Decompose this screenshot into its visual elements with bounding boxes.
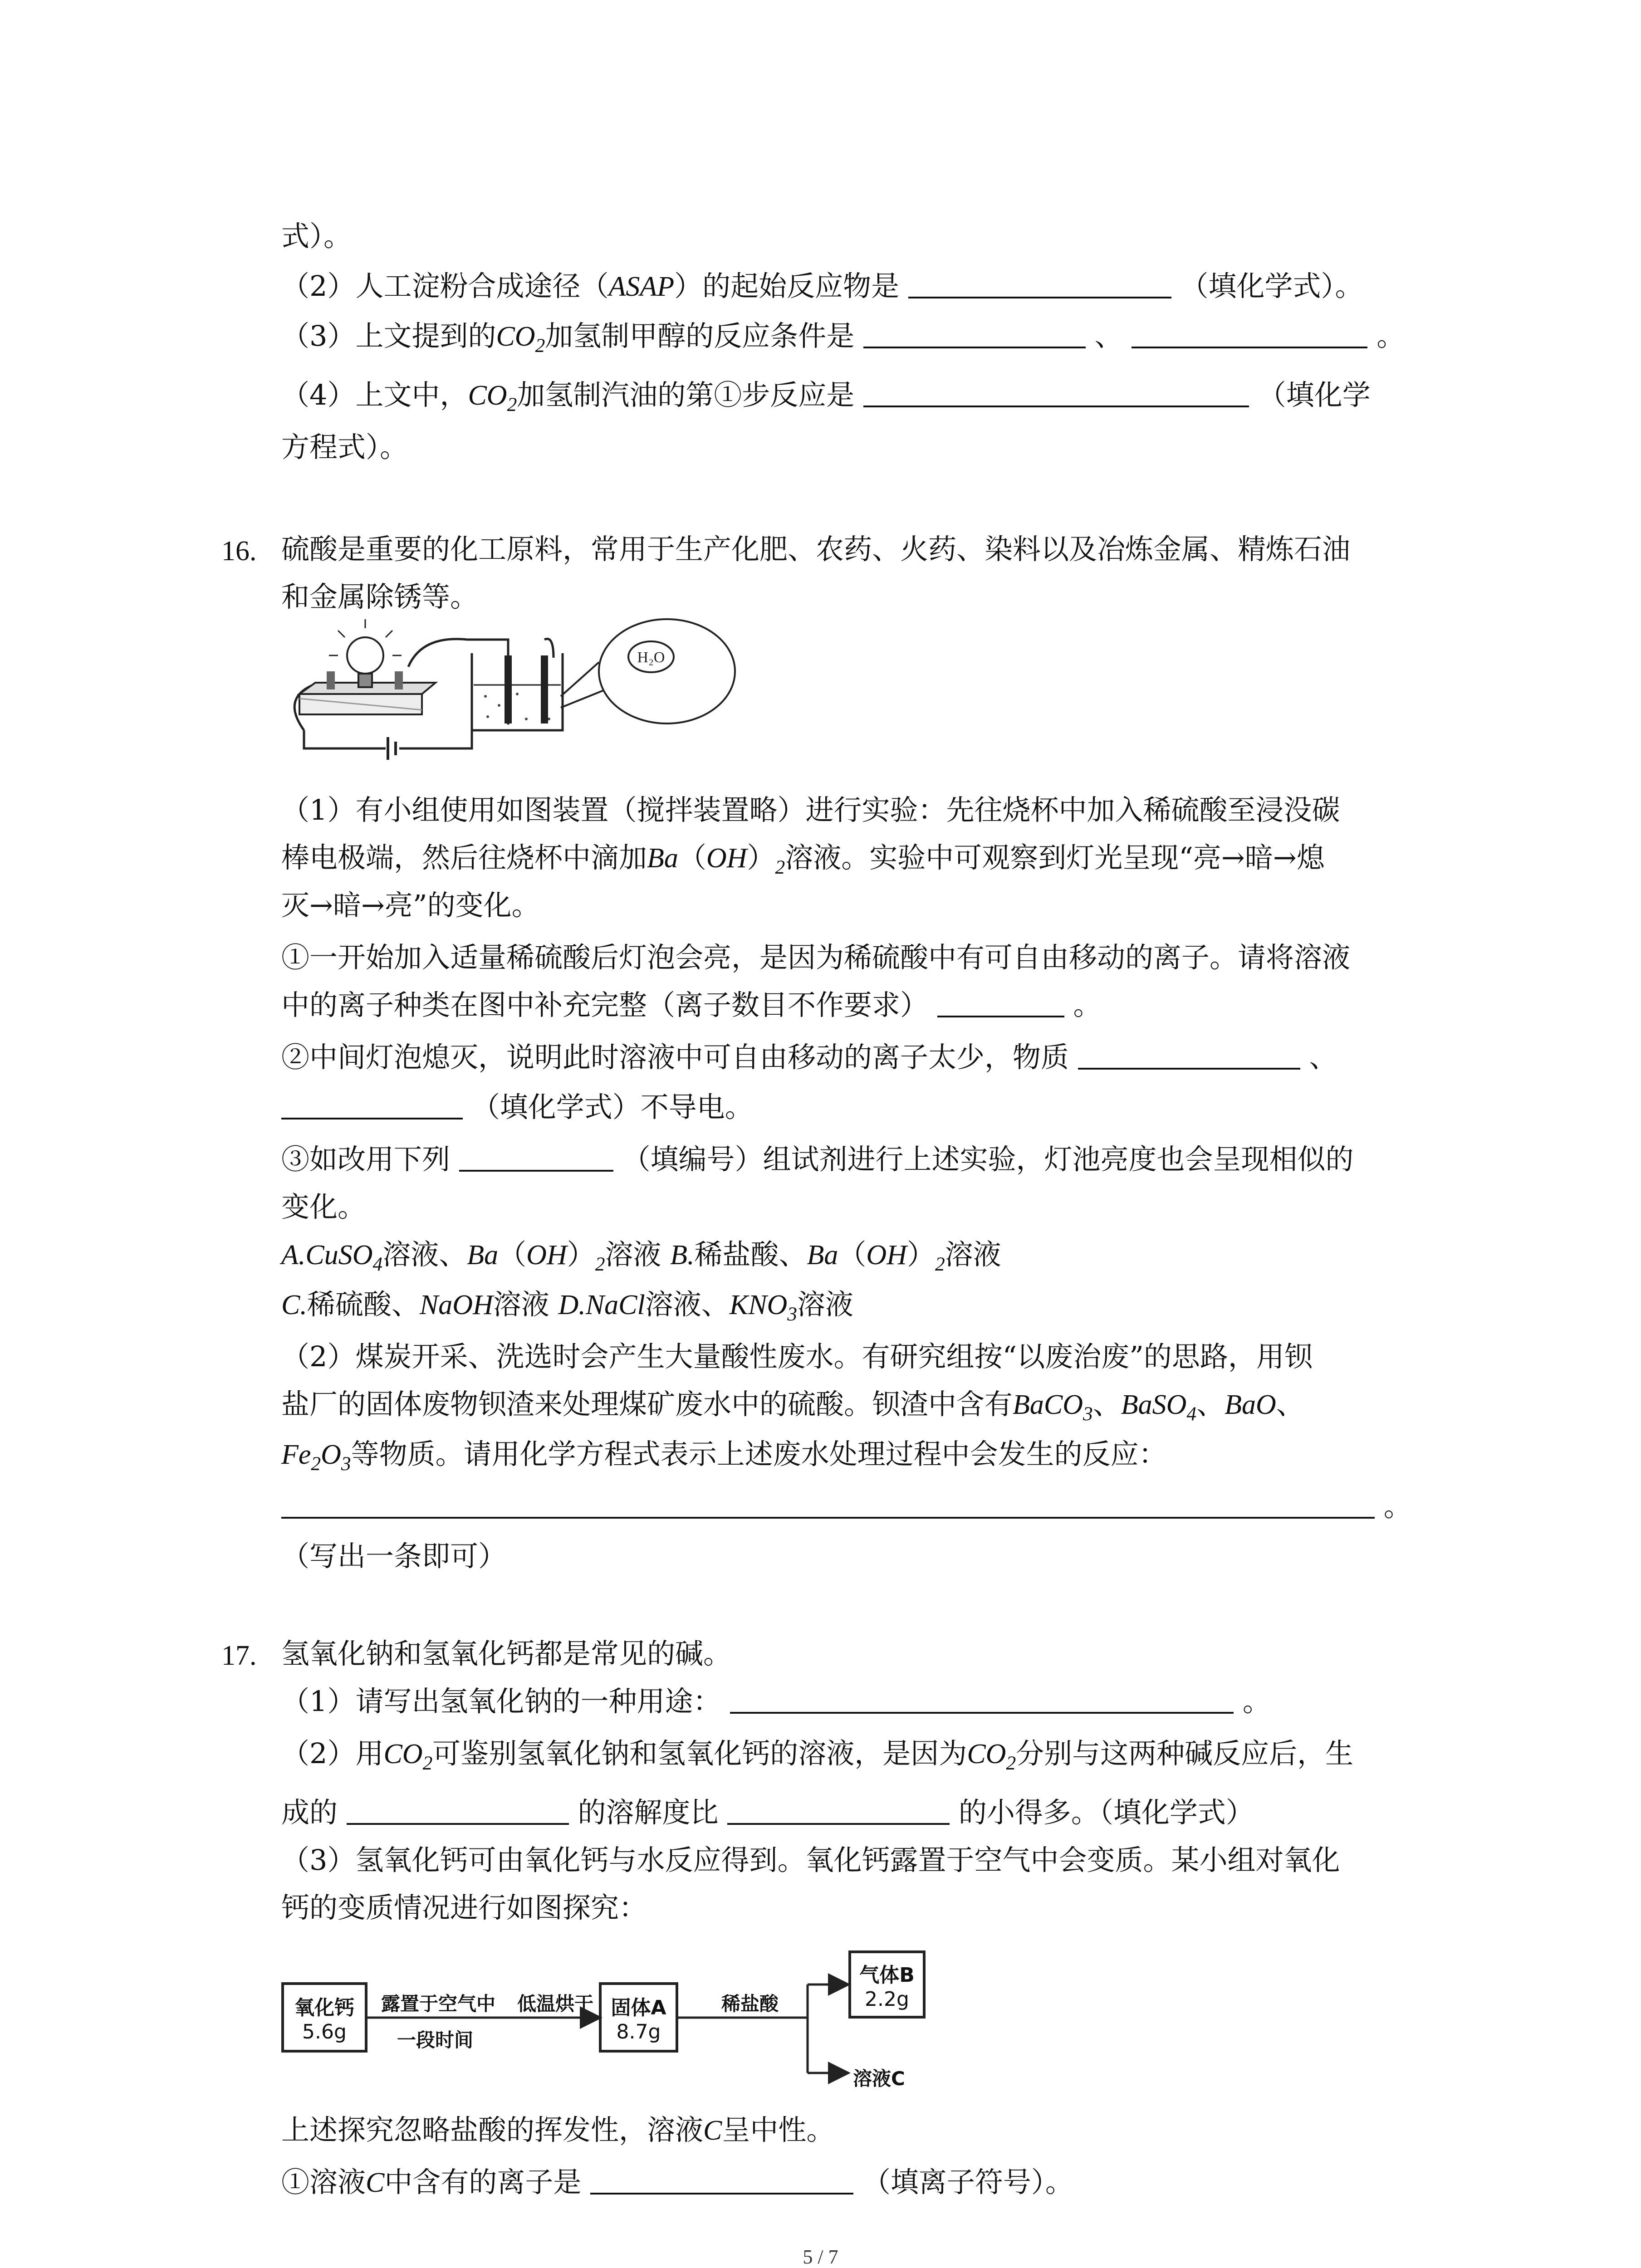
q16-part2-note: （写出一条即可）	[281, 1540, 507, 1573]
q16-options-cd: C.稀硫酸、NaOH溶液 D.NaCl溶液、$KNO_3$溶液	[281, 1288, 853, 1325]
q17-part3-line2: 钙的变质情况进行如图探究：	[281, 1891, 647, 1924]
q15-part2: （2）人工淀粉合成途径（ASAP）的起始反应物是 （填化学式）。	[281, 269, 1363, 303]
q15-part4-blank[interactable]	[863, 381, 1249, 407]
conductivity-apparatus-figure	[272, 617, 771, 780]
q17-part3-line1: （3）氢氧化钙可由氧化钙与水反应得到。氧化钙露置于空气中会变质。某小组对氧化	[281, 1843, 1340, 1877]
q16-sub3-blank[interactable]	[459, 1145, 613, 1172]
q17-part2-line2: 成的 的溶解度比 的小得多。（填化学式）	[281, 1796, 1254, 1829]
q16-sub2-line2: （填化学式）不导电。	[281, 1093, 753, 1121]
q15-part3-blank-1[interactable]	[863, 322, 1086, 348]
q17-stem: 氢氧化钠和氢氧化钙都是常见的碱。	[281, 1637, 732, 1670]
q17-sub1: ①溶液C中含有的离子是 （填离子符号）。	[281, 2165, 1073, 2199]
q15-part3: （3）上文提到的$CO_2$加氢制甲醇的反应条件是 、 。	[281, 319, 1405, 357]
q16-sub1-line1: ①一开始加入适量稀硫酸后灯泡会亮，是因为稀硫酸中有可自由移动的离子。请将溶液	[281, 941, 1351, 974]
q16-options-ab: A.CuSO$_4$溶液、$Ba(OH)_2$溶液 B.稀盐酸、$Ba(OH)_2$溶液	[281, 1238, 1001, 1275]
q16-sub3-line2: 变化。	[281, 1190, 366, 1223]
q17-part1-blank[interactable]	[730, 1687, 1234, 1714]
q16-sub3-line1: ③如改用下列 （填编号）组试剂进行上述实验，灯池亮度也会呈现相似的	[281, 1143, 1354, 1176]
page-number: 5 / 7	[803, 2246, 838, 2268]
q15-part3-blank-2[interactable]	[1132, 322, 1367, 348]
q17-part3-note: 上述探究忽略盐酸的挥发性，溶液C呈中性。	[281, 2113, 835, 2146]
q17-number: 17.	[221, 1640, 257, 1671]
q15-line1: 式）。	[281, 220, 352, 253]
battery-icon	[388, 737, 396, 760]
q16-number: 16.	[221, 536, 257, 567]
magnified-view	[561, 619, 735, 723]
gas-b-box: 气体B 2.2g	[848, 1950, 926, 2019]
solid-a-box: 固体A 8.7g	[599, 1982, 678, 2053]
q17-part1: （1）请写出氢氧化钠的一种用途： 。	[281, 1685, 1271, 1718]
q16-sub2-line1: ②中间灯泡熄灭，说明此时溶液中可自由移动的离子太少，物质 、	[281, 1041, 1337, 1074]
solution-c-label: 溶液C	[853, 2068, 905, 2090]
q17-part2-blank-1[interactable]	[347, 1799, 569, 1825]
light-bulb-icon	[329, 619, 402, 687]
flow-arrows	[272, 1950, 962, 2109]
q17-part2-line1: （2）用$CO_2$可鉴别氢氧化钠和氢氧化钙的溶液，是因为$CO_2$分别与这两种碱反应后，生	[281, 1737, 1354, 1774]
flow-step2-label: 低温烘干	[517, 1993, 594, 2015]
q16-sub2-blank-1[interactable]	[1078, 1043, 1300, 1070]
flow-step3-label: 稀盐酸	[721, 1993, 779, 2015]
q17-sub1-blank[interactable]	[590, 2168, 853, 2195]
q16-part2-line1: （2）煤炭开采、洗选时会产生大量酸性废水。有研究组按“以废治废”的思路，用钡	[281, 1340, 1313, 1373]
q15-part2-blank[interactable]	[908, 272, 1171, 298]
q16-part2-answer: 。	[281, 1492, 1412, 1520]
flow-step1-bottom-label: 一段时间	[397, 2029, 474, 2051]
q15-part4: （4）上文中，$CO_2$加氢制汽油的第①步反应是 （填化学	[281, 378, 1371, 415]
q16-sub1-blank[interactable]	[937, 991, 1064, 1017]
q16-part1-line3: 灭→暗→亮”的变化。	[281, 889, 540, 922]
q16-part1-line1: （1）有小组使用如图装置（搅拌装置略）进行实验：先往烧杯中加入稀硫酸至浸没碳	[281, 793, 1340, 826]
q16-part1-line2: 棒电极端，然后往烧杯中滴加$Ba(OH)_2$溶液。实验中可观察到灯光呈现“亮→暗→熄	[281, 841, 1325, 878]
q16-stem-line1: 硫酸是重要的化工原料，常用于生产化肥、农药、火药、染料以及冶炼金属、精炼石油	[281, 533, 1351, 566]
calcium-oxide-flow-diagram	[272, 1950, 962, 2109]
q16-stem-line2: 和金属除锈等。	[281, 580, 479, 613]
q17-part2-blank-2[interactable]	[727, 1799, 950, 1825]
q16-sub1-line2: 中的离子种类在图中补充完整（离子数目不作要求） 。	[281, 988, 1102, 1022]
calcium-oxide-box: 氧化钙 5.6g	[281, 1982, 367, 2053]
q15-line5: 方程式）。	[281, 430, 408, 464]
q16-part2-line3: $Fe_2O_3$等物质。请用化学方程式表示上述废水处理过程中会发生的反应：	[281, 1437, 1167, 1475]
q16-part2-line2: 盐厂的固体废物钡渣来处理煤矿废水中的硫酸。钡渣中含有BaCO$_3$、BaSO$_4$、BaO、	[281, 1388, 1304, 1425]
q16-sub2-blank-2[interactable]	[281, 1093, 463, 1119]
water-molecule-label: H₂O	[637, 649, 665, 666]
beaker-icon	[472, 653, 563, 730]
flow-step1-top-label: 露置于空气中	[381, 1993, 496, 2015]
q16-part2-blank[interactable]	[281, 1492, 1375, 1519]
